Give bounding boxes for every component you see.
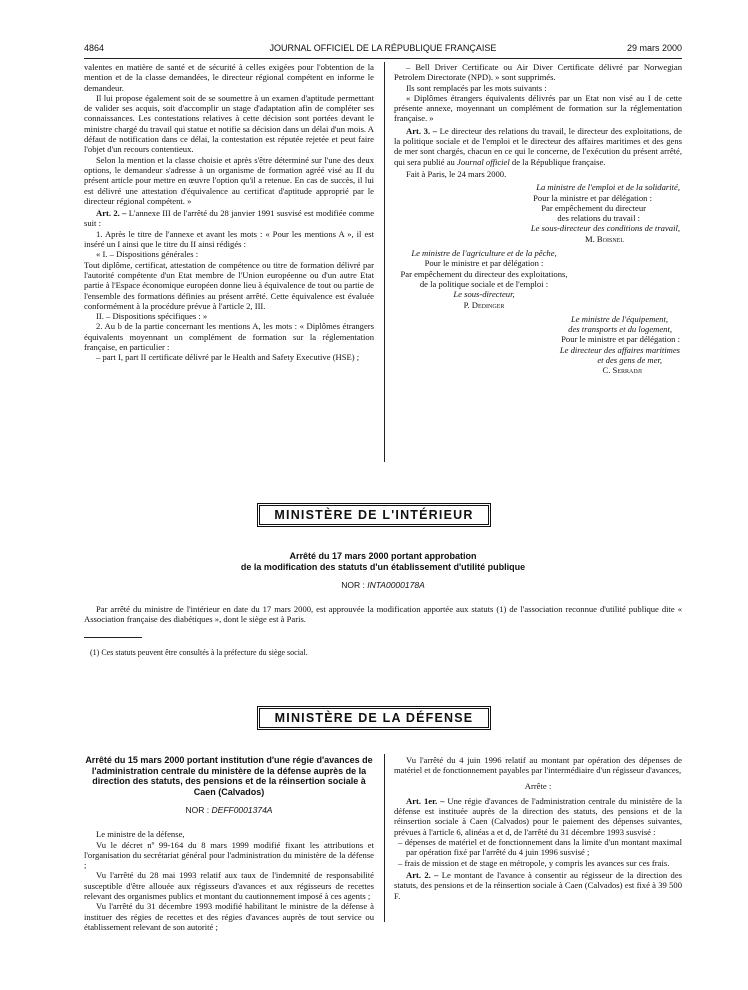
interieur-body: Par arrêté du ministre de l'intérieur en date du 17 mars 2000, est approuvée la modification apportée aux statuts (1) de l'association reconnue d'utilité publique dite « Association française des diabétiques », dont le siège est à Paris. bbox=[84, 604, 682, 625]
defense-right-column bbox=[394, 755, 682, 901]
paragraph: Selon la mention et la classe choisie et après s'être déterminé sur l'une des deux options, le demandeur s'adresse à un organisme de formation agréé visé au II du présent article pour mettre en œuvre l'option qu'il a retenue. En cas de succès, il lui est délivré une attestation d'équivalence au certificat d'aptitude approprié par le directeur régional compétent. » bbox=[84, 154, 374, 206]
header-rule bbox=[84, 58, 682, 59]
signature-block-3: Le ministre de l'équipement, des transports et du logement, Pour le ministre et par délégation : Le directeur des affaires maritimes et des gens de mer, C. Serradji bbox=[394, 314, 682, 376]
signatory-name: P. Dedinger bbox=[463, 299, 505, 310]
nor-code: DEFF0001374A bbox=[211, 805, 273, 815]
interieur-nor: NOR : INTA0000178A bbox=[341, 580, 425, 590]
paragraph: Vu l'arrêté du 4 juin 1996 relatif au montant par opération des dépenses de matériel et de fonctionnement payables par l'intermédiaire d'un régisseur d'avances, bbox=[394, 755, 682, 776]
article-2: Art. 2. – Le montant de l'avance à consentir au régisseur de la direction des statuts, des pensions et de la réinsertion sociale à Caen (Calvados) est fixé à 39 500 F. bbox=[394, 869, 682, 901]
paragraph: II. – Dispositions spécifiques : » bbox=[96, 311, 208, 322]
paragraph: valentes en matière de santé et de sécurité à celles exigées pour l'obtention de la mention et de la classe demandées, le directeur régional compétent en informe le demandeur. bbox=[84, 62, 374, 93]
article-label: Art. 2. – bbox=[406, 869, 439, 880]
list-item: – dépenses de matériel et de fonctionnement dans la limite d'un montant maximal par opération fixé par l'arrêté du 4 juin 1996 susvisé ; bbox=[398, 837, 682, 858]
article-label: Art. 3. – bbox=[406, 125, 438, 136]
defense-nor: NOR : DEFF0001374A bbox=[185, 805, 273, 815]
page-number: 4864 bbox=[84, 43, 105, 53]
paragraph: « I. – Dispositions générales : bbox=[96, 249, 199, 260]
nor-code: INTA0000178A bbox=[367, 580, 425, 590]
footnote-rule bbox=[84, 637, 142, 638]
paragraph: Il lui propose également soit de se soumettre à un examen d'aptitude permettant de valider ses acquis, soit d'accomplir un stage d'adaptation afin de compléter ses connaissances. Les contestations relatives à cette décision sont portées devant le ministre chargé du travail qui statue et notifie sa décision dans un délai d'un mois. A défaut de notification dans ce délai, la contestation est réputée rejetée et peut faire l'objet d'un recours contentieux. bbox=[84, 92, 374, 155]
signature-block-1: La ministre de l'emploi et de la solidarité, Pour la ministre et par délégation : Par empêchement du directeur des relations du travail : Le sous-directeur des conditions de travail, M. Boisnel bbox=[394, 182, 682, 244]
paragraph: Le ministre de la défense, bbox=[96, 829, 185, 840]
top-left-column bbox=[84, 62, 374, 363]
paragraph: Ils sont remplacés par les mots suivants : bbox=[406, 82, 547, 93]
defense-left-column bbox=[84, 755, 374, 932]
paragraph: 2. Au b de la partie concernant les mentions A, les mots : « Diplômes étrangers équivalents moyennant un complément de formation sur la réglementation française, en particulier : bbox=[84, 321, 374, 353]
signature-block-2: Le ministre de l'agriculture et de la pêche, Pour le ministre et par délégation : Par empêchement du directeur des exploitations, de la politique sociale et de l'emploi : Le sous-directeur, P. Dedinger bbox=[384, 248, 584, 310]
list-item: – frais de mission et de stage en métropole, y compris les avances sur ces frais. bbox=[398, 857, 670, 868]
article-3: Art. 3. – Le directeur des relations du travail, le directeur des exploitations, de la politique sociale et de l'emploi et le directeur des affaires maritimes et des gens de mer sont chargés, chacun en ce qui le concerne, de l'exécution du présent arrêté, qui sera publié au Journal officiel de la République française. bbox=[394, 125, 682, 167]
paragraph: Vu le décret nº 99-164 du 8 mars 1999 modifié fixant les attributions et l'organisation du secrétariat général pour l'administration du ministère de la défense ; bbox=[84, 839, 374, 871]
paragraph: Tout diplôme, certificat, attestation de compétence ou titre de formation délivré par l'autorité compétente d'un Etat membre de l'Union européenne ou d'un autre Etat partie à l'Espace économique européen donne lieu à équivalence de tout ou partie de l'ensemble des formations définies au présent arrêté. Cette équivalence est évaluée conformément à la procédure prévue à l'article 2, III. bbox=[84, 259, 374, 311]
ministry-defense-box bbox=[257, 706, 491, 730]
paragraph: « Diplômes étrangers équivalents délivrés par un Etat non visé au I de cette présente annexe, moyennant un complément de formation sur la réglementation française. » bbox=[394, 92, 682, 124]
issue-date: 29 mars 2000 bbox=[626, 43, 682, 53]
interieur-arrete-title: Arrêté du 17 mars 2000 portant approbation de la modification des statuts d'un établissement d'utilité publique bbox=[240, 551, 526, 572]
article-1: Art. 1er. – Une régie d'avances de l'administration centrale du ministère de la défense est instituée auprès de la direction des statuts, des pensions et de la réinsertion sociale à Caen (Calvados) pour le paiement des dépenses suivantes, prévues à l'article 6, alinéas a et d, de l'arrêté du 31 décembre 1993 susvisé : bbox=[394, 795, 682, 837]
column-divider bbox=[384, 754, 385, 922]
journal-officiel: Journal officiel bbox=[457, 156, 510, 167]
paragraph: 1. Après le titre de l'annexe et avant les mots : « Pour les mentions A », il est inséré un I ainsi que le titre du II ainsi rédigés : bbox=[84, 228, 374, 250]
top-right-column bbox=[394, 62, 682, 376]
journal-title: JOURNAL OFFICIEL DE LA RÉPUBLIQUE FRANÇAISE bbox=[269, 43, 497, 53]
paragraph: Vu l'arrêté du 31 décembre 1993 modifié habilitant le ministre de la défense à instituer des régies de recettes et des régies d'avances auprès de tout service ou établissement relevant de son autorité ; bbox=[84, 901, 374, 932]
page-header bbox=[84, 43, 682, 57]
paragraph: Vu l'arrêté du 28 mai 1993 relatif aux taux de l'indemnité de responsabilité susceptible d'être allouée aux régisseurs d'avances et aux régisseurs de recettes relevant des organismes publics et montant du cautionnement imposé à ces agents ; bbox=[84, 870, 374, 902]
ministry-heading: MINISTÈRE DE LA DÉFENSE bbox=[274, 711, 474, 725]
defense-arrete-title: Arrêté du 15 mars 2000 portant institution d'une régie d'avances de l'administration centrale du ministère de la défense auprès de la direction des statuts, des pensions et de la réinsertion sociale à Caen (Calvados) bbox=[85, 755, 373, 797]
signatory-name: M. Boisnel bbox=[584, 233, 624, 244]
article-text: L'annexe III de l'arrêté du 28 janvier 1991 susvisé est modifiée comme suit : bbox=[84, 208, 375, 229]
ministry-interieur-box bbox=[257, 503, 491, 527]
arrete-heading: Arrête : bbox=[524, 780, 552, 791]
footnote: (1) Ces statuts peuvent être consultés à la préfecture du siège social. bbox=[90, 648, 308, 657]
ministry-heading: MINISTÈRE DE L'INTÉRIEUR bbox=[274, 508, 474, 522]
expense-list bbox=[394, 837, 682, 868]
article-label: Art. 1er. – bbox=[406, 795, 445, 806]
article-label: Art. 2. – bbox=[96, 208, 127, 219]
paragraph: – Bell Driver Certificate ou Air Diver Certificate délivré par Norwegian Petrolem Directorate (NPD). » sont supprimés. bbox=[394, 62, 682, 83]
paragraph: – part I, part II certificate délivré par le Health and Safety Executive (HSE) ; bbox=[96, 352, 360, 363]
article-2 bbox=[84, 208, 374, 229]
fait-a-paris: Fait à Paris, le 24 mars 2000. bbox=[406, 168, 507, 179]
signatory-name: C. Serradji bbox=[602, 365, 642, 376]
